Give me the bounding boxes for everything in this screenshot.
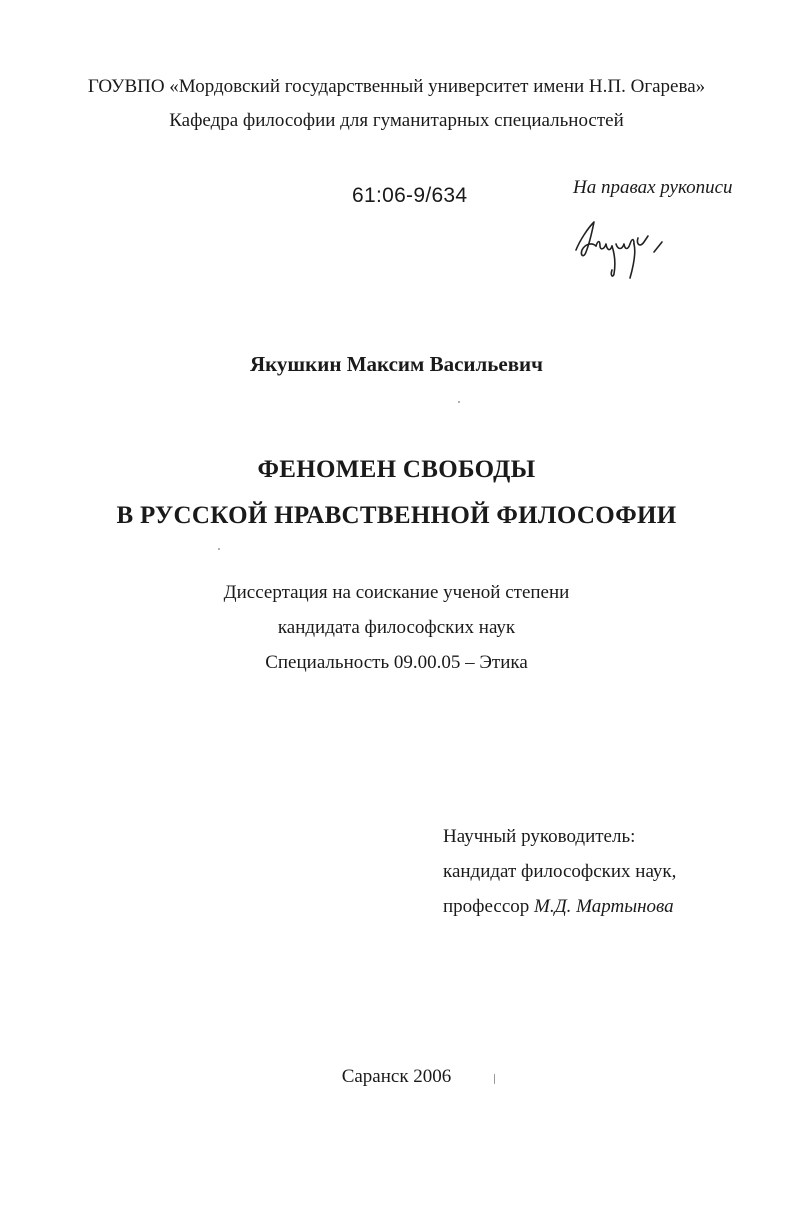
- rights-note: На правах рукописи: [573, 177, 733, 198]
- department-name: Кафедра философии для гуманитарных специальностей: [169, 110, 624, 131]
- supervisor-name: М.Д. Мартынова: [534, 896, 674, 917]
- dissertation-title-line-2: В РУССКОЙ НРАВСТВЕННОЙ ФИЛОСОФИИ: [116, 502, 677, 529]
- author-name: Якушкин Максим Васильевич: [249, 352, 544, 376]
- supervisor-position: профессор: [443, 896, 530, 917]
- supervisor-label: Научный руководитель:: [443, 826, 636, 847]
- registration-code: 61:06-9/634: [352, 184, 468, 207]
- degree-line-1: Диссертация на соискание ученой степени: [223, 582, 570, 603]
- handwritten-signature: [570, 212, 670, 284]
- scan-speck: [458, 401, 460, 403]
- supervisor-degree: кандидат философских наук,: [443, 861, 677, 882]
- city-year: Саранск 2006: [341, 1066, 452, 1087]
- institution-name: ГОУВПО «Мордовский государственный университет имени Н.П. Огарева»: [87, 76, 706, 97]
- dissertation-title-line-1: ФЕНОМЕН СВОБОДЫ: [257, 456, 536, 483]
- supervisor-line: [443, 896, 674, 918]
- scan-speck: [218, 548, 220, 550]
- degree-line-2: кандидата философских наук: [277, 617, 516, 638]
- specialty-line: Специальность 09.00.05 – Этика: [265, 652, 528, 673]
- scan-speck: [494, 1074, 495, 1084]
